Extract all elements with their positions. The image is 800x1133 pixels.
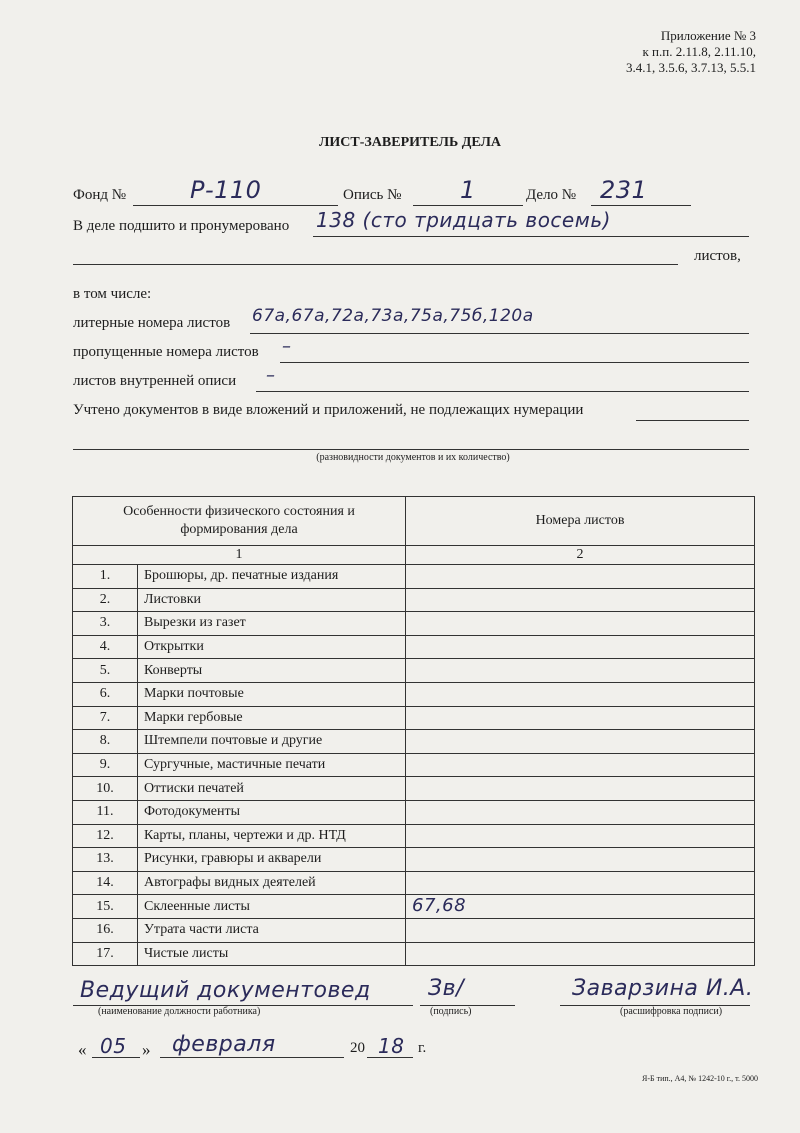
attachments-label: Учтено документов в виде вложений и приложений, не подлежащих нумерации xyxy=(73,402,584,418)
table-number-row xyxy=(73,546,755,565)
opis-underline xyxy=(413,205,523,206)
fond-value: Р-110 xyxy=(190,176,262,204)
row-feature: Автографы видных деятелей xyxy=(138,871,406,895)
table-row xyxy=(73,848,755,872)
name-caption: (расшифровка подписи) xyxy=(620,1006,723,1017)
date-close-quote: » xyxy=(142,1040,151,1059)
inner-value: – xyxy=(266,365,276,386)
table-row xyxy=(73,753,755,777)
row-number: 12. xyxy=(73,824,138,848)
table-row xyxy=(73,777,755,801)
opis-value: 1 xyxy=(460,176,476,204)
row-feature: Конверты xyxy=(138,659,406,683)
literal-underline xyxy=(250,333,749,334)
opis-label: Опись № xyxy=(343,187,402,203)
row-feature: Открытки xyxy=(138,635,406,659)
row-number: 7. xyxy=(73,706,138,730)
table-row xyxy=(73,588,755,612)
row-sheet-numbers-value: 67,68 xyxy=(412,894,467,916)
table-header-row xyxy=(73,497,755,546)
row-number: 2. xyxy=(73,588,138,612)
row-feature: Штемпели почтовые и другие xyxy=(138,730,406,754)
fond-underline xyxy=(133,205,338,206)
inner-label: листов внутренней описи xyxy=(73,373,237,389)
date-day: 05 xyxy=(100,1034,127,1058)
appendix-line-2: к п.п. 2.11.8, 2.11.10, xyxy=(642,44,756,59)
table-number-col2: 2 xyxy=(406,546,755,565)
row-sheet-numbers xyxy=(406,753,755,777)
missed-underline xyxy=(280,362,749,363)
literal-value: 67а,67а,72а,73а,75а,75б,120а xyxy=(252,306,534,326)
row-number: 13. xyxy=(73,848,138,872)
row-number: 6. xyxy=(73,682,138,706)
missed-label: пропущенные номера листов xyxy=(73,344,259,360)
table-row xyxy=(73,871,755,895)
row-feature: Оттиски печатей xyxy=(138,777,406,801)
row-number: 17. xyxy=(73,942,138,966)
sewn-suffix: листов, xyxy=(694,248,741,264)
row-number: 9. xyxy=(73,753,138,777)
table-header-col2: Номера листов xyxy=(406,497,755,546)
row-feature: Фотодокументы xyxy=(138,800,406,824)
table-row xyxy=(73,612,755,636)
page-title: ЛИСТ-ЗАВЕРИТЕЛЬ ДЕЛА xyxy=(318,135,502,150)
row-number: 10. xyxy=(73,777,138,801)
row-feature: Брошюры, др. печатные издания xyxy=(138,565,406,589)
row-sheet-numbers xyxy=(406,800,755,824)
condition-table xyxy=(72,496,755,966)
table-header-col1: Особенности физического состояния и формирования дела xyxy=(73,497,406,546)
row-number: 1. xyxy=(73,565,138,589)
delo-value: 231 xyxy=(600,176,648,204)
row-feature: Склеенные листы xyxy=(138,895,406,919)
row-sheet-numbers xyxy=(406,635,755,659)
appendix-line-1: Приложение № 3 xyxy=(660,28,756,43)
row-number: 11. xyxy=(73,800,138,824)
row-feature: Вырезки из газет xyxy=(138,612,406,636)
row-feature: Марки почтовые xyxy=(138,682,406,706)
table-row xyxy=(73,895,755,919)
literal-label: литерные номера листов xyxy=(73,315,231,331)
row-number: 15. xyxy=(73,895,138,919)
delo-underline xyxy=(591,205,691,206)
row-sheet-numbers xyxy=(406,565,755,589)
missed-value: – xyxy=(282,336,292,357)
appendix-note xyxy=(626,28,756,76)
table-row xyxy=(73,918,755,942)
signature-value: Зв/ xyxy=(428,976,464,1001)
sewn-underline-2 xyxy=(73,264,678,265)
row-sheet-numbers xyxy=(406,588,755,612)
row-sheet-numbers xyxy=(406,918,755,942)
table-row xyxy=(73,824,755,848)
row-sheet-numbers xyxy=(406,612,755,636)
position-value: Ведущий документовед xyxy=(80,978,371,1003)
fond-label: Фонд № xyxy=(73,187,127,203)
row-number: 3. xyxy=(73,612,138,636)
position-caption: (наименование должности работника) xyxy=(98,1006,261,1017)
date-month-underline xyxy=(160,1057,344,1058)
table-row xyxy=(73,942,755,966)
inner-underline xyxy=(256,391,749,392)
kinds-caption: (разновидности документов и их количество) xyxy=(316,452,510,463)
attachments-underline xyxy=(636,420,749,421)
table-row xyxy=(73,565,755,589)
date-month: февраля xyxy=(172,1032,276,1057)
row-sheet-numbers xyxy=(406,659,755,683)
delo-label: Дело № xyxy=(526,187,577,203)
row-number: 5. xyxy=(73,659,138,683)
table-row xyxy=(73,800,755,824)
row-sheet-numbers xyxy=(406,824,755,848)
sewn-label: В деле подшито и пронумеровано xyxy=(73,218,290,234)
row-number: 14. xyxy=(73,871,138,895)
date-open-quote: « xyxy=(78,1040,87,1059)
row-sheet-numbers xyxy=(406,942,755,966)
row-sheet-numbers xyxy=(406,777,755,801)
row-feature: Сургучные, мастичные печати xyxy=(138,753,406,777)
row-sheet-numbers xyxy=(406,871,755,895)
table-number-col1: 1 xyxy=(73,546,406,565)
row-number: 16. xyxy=(73,918,138,942)
row-sheet-numbers xyxy=(406,682,755,706)
table-row xyxy=(73,635,755,659)
row-feature: Утрата части листа xyxy=(138,918,406,942)
sewn-value: 138 (сто тридцать восемь) xyxy=(316,208,611,232)
row-feature: Марки гербовые xyxy=(138,706,406,730)
row-number: 8. xyxy=(73,730,138,754)
date-g: г. xyxy=(418,1040,427,1056)
sewn-underline xyxy=(313,236,749,237)
row-feature: Рисунки, гравюры и акварели xyxy=(138,848,406,872)
footer-code: Я-Б тип., А4, № 1242-10 г., т. 5000 xyxy=(642,1074,758,1083)
name-value: Заварзина И.А. xyxy=(572,976,754,1001)
table-row xyxy=(73,659,755,683)
date-year-suffix: 18 xyxy=(378,1034,405,1058)
table-row xyxy=(73,706,755,730)
row-sheet-numbers xyxy=(406,706,755,730)
table-row xyxy=(73,682,755,706)
including-label: в том числе: xyxy=(73,286,152,302)
attachments-underline-2 xyxy=(73,449,749,450)
row-feature: Чистые листы xyxy=(138,942,406,966)
row-feature: Карты, планы, чертежи и др. НТД xyxy=(138,824,406,848)
row-sheet-numbers xyxy=(406,730,755,754)
signature-caption: (подпись) xyxy=(430,1006,472,1017)
row-number: 4. xyxy=(73,635,138,659)
appendix-line-3: 3.4.1, 3.5.6, 3.7.13, 5.5.1 xyxy=(626,60,756,75)
row-feature: Листовки xyxy=(138,588,406,612)
table-row xyxy=(73,730,755,754)
date-year-prefix: 20 xyxy=(350,1040,365,1056)
row-sheet-numbers xyxy=(406,895,755,919)
row-sheet-numbers xyxy=(406,848,755,872)
